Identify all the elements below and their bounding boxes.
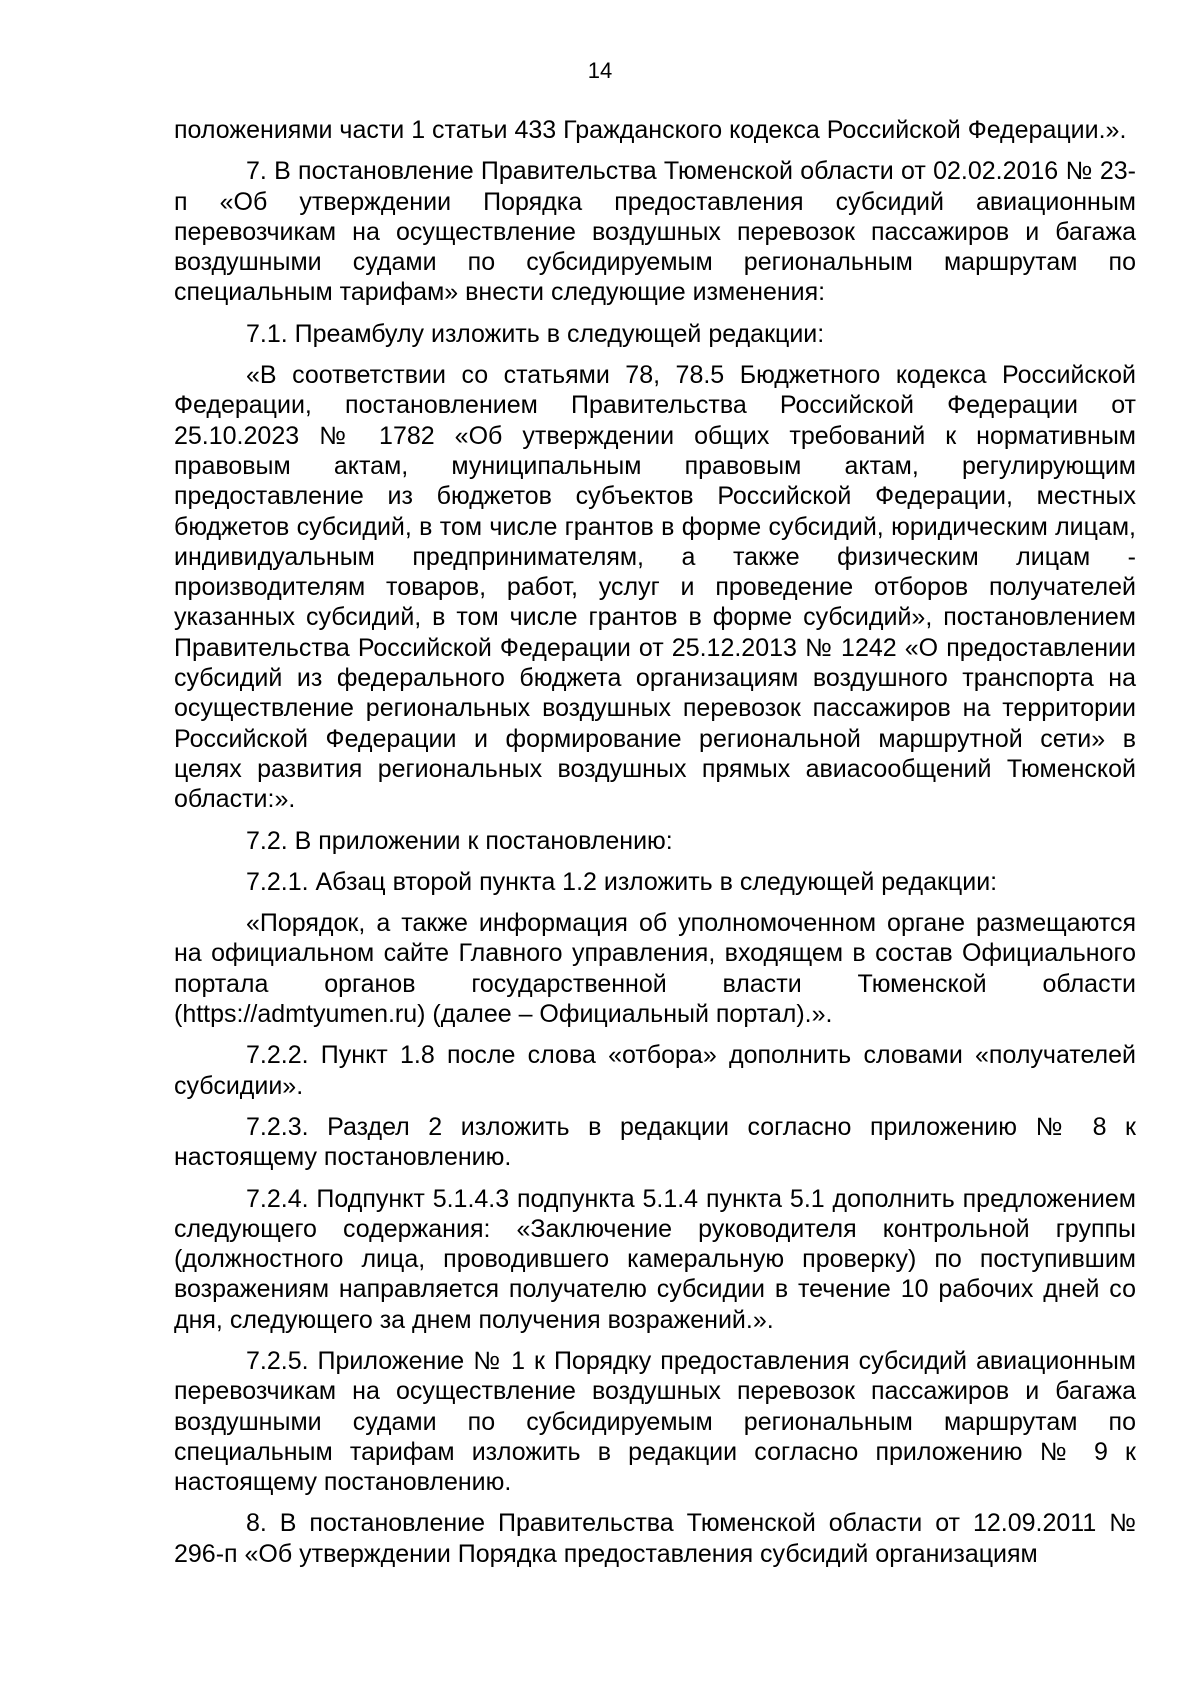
paragraph-item-7-2: 7.2. В приложении к постановлению: (246, 826, 673, 855)
paragraph-item-7-2-2: 7.2.2. Пункт 1.8 после слова «отбора» дополнить словами «получателей субсидии». (174, 1041, 1136, 1100)
paragraph-continuation: положениями части 1 статьи 433 Гражданского кодекса Российской Федерации.». (174, 116, 1127, 144)
paragraph-item-7-1: 7.1. Преамбулу изложить в следующей редакции: (246, 319, 825, 348)
paragraph-item-7-2-1: 7.2.1. Абзац второй пункта 1.2 изложить в следующей редакции: (246, 867, 998, 896)
page-number: 14 (587, 58, 613, 83)
paragraph-procedure-quote: «Порядок, а также информация об уполномоченном органе размещаются на официальном сайте Главного управления, входящем в состав Официального портала органов государственной власти Тюменской области (https://admtyumen.ru) (далее – Официальный портал).». (174, 909, 1136, 1029)
paragraph-item-7-2-4: 7.2.4. Подпункт 5.1.4.3 подпункта 5.1.4 пункта 5.1 дополнить предложением следующего содержания: «Заключение руководителя контрольной группы (должностного лица, проводившего камеральную проверку) по поступившим возражениям направляется получателю субсидии в течение 10 рабочих дней со дня, следующего за днем получения возражений.». (174, 1184, 1136, 1334)
document-body (174, 115, 1136, 1580)
paragraph-item-7-2-3: 7.2.3. Раздел 2 изложить в редакции согласно приложению № 8 к настоящему постановлению. (174, 1112, 1136, 1172)
paragraph-item-8: 8. В постановление Правительства Тюменской области от 12.09.2011 № 296-п «Об утверждении Порядка предоставления субсидий организациям (174, 1509, 1136, 1568)
paragraph-item-7-2-5: 7.2.5. Приложение № 1 к Порядку предоставления субсидий авиационным перевозчикам на осуществление воздушных перевозок пассажиров и багажа воздушными судами по субсидируемым региональным маршрутам по специальным тарифам изложить в редакции согласно приложению № 9 к настоящему постановлению. (174, 1346, 1136, 1497)
paragraph-item-7: 7. В постановление Правительства Тюменской области от 02.02.2016 № 23-п «Об утверждении Порядка предоставления субсидий авиационным перевозчикам на осуществление воздушных перевозок пассажиров и багажа воздушными судами по субсидируемым региональным маршрутам по специальным тарифам» внести следующие изменения: (174, 157, 1136, 307)
paragraph-preamble-quote: «В соответствии со статьями 78, 78.5 Бюджетного кодекса Российской Федерации, постановлением Правительства Российской Федерации от 25.10.2023 № 1782 «Об утверждении общих требований к нормативным правовым актам, муниципальным правовым актам, регулирующим предоставление из бюджетов субъектов Российской Федерации, местных бюджетов субсидий, в том числе грантов в форме субсидий, юридическим лицам, индивидуальным предпринимателям, а также физическим лицам - производителям товаров, работ, услуг и проведение отборов получателей указанных субсидий, в том числе грантов в форме субсидий», постановлением Правительства Российской Федерации от 25.12.2013 № 1242 «О предоставлении субсидий из федерального бюджета организациям воздушного транспорта на осуществление региональных воздушных перевозок пассажиров на территории Российской Федерации и формирование региональной маршрутной сети» в целях развития региональных воздушных прямых авиасообщений Тюменской области:». (174, 361, 1136, 814)
